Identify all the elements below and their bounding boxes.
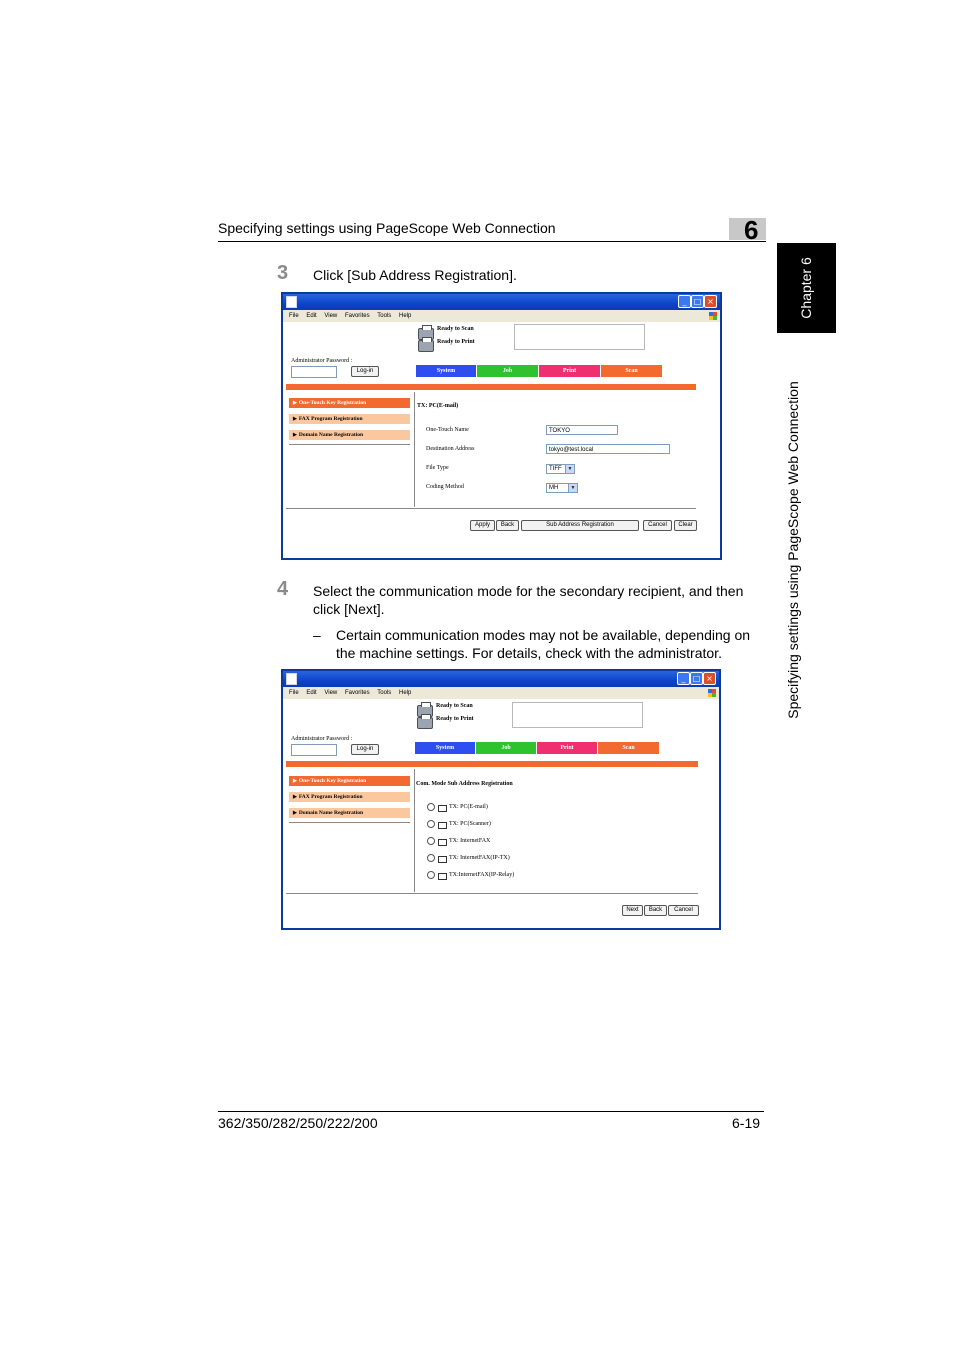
maximize-button[interactable]: □ bbox=[690, 672, 703, 685]
file-type-value: TIFF bbox=[549, 466, 562, 472]
scanner-printer-icon bbox=[417, 717, 433, 729]
tab-system[interactable]: System bbox=[416, 365, 476, 377]
status-ready-print: Ready to Print bbox=[436, 716, 474, 722]
one-touch-name-input[interactable]: TOKYO bbox=[546, 425, 618, 435]
status-ready-print: Ready to Print bbox=[437, 339, 475, 345]
form-title: Com. Mode Sub Address Registration bbox=[416, 781, 513, 787]
sidebar-item-one-touch[interactable]: ▶ One-Touch Key Registration bbox=[289, 776, 410, 787]
mode-label: TX: PC(E-mail) bbox=[449, 804, 488, 810]
sidebar-item-label: Domain Name Registration bbox=[298, 432, 364, 438]
header-rule bbox=[218, 241, 766, 242]
monitor-icon bbox=[438, 822, 447, 829]
mode-label: TX: InternetFAX(IP-TX) bbox=[449, 855, 510, 861]
footer-page-number: 6-19 bbox=[732, 1115, 761, 1131]
radio-tx-pc-email[interactable] bbox=[427, 803, 435, 811]
menu-view[interactable]: View bbox=[324, 690, 338, 696]
destination-address-input[interactable]: tokyo@test.local bbox=[546, 444, 670, 454]
bullet-text: Certain communication modes may not be available, depending on the machine settings. For details, check with the administrator. bbox=[336, 627, 751, 661]
menu-view[interactable]: View bbox=[324, 313, 338, 319]
windows-logo-icon bbox=[709, 312, 717, 320]
page-header-title: Specifying settings using PageScope Web Connection bbox=[218, 220, 556, 236]
footer-divider bbox=[286, 508, 696, 509]
tab-job[interactable]: Job bbox=[477, 365, 538, 377]
minimize-button[interactable]: _ bbox=[678, 295, 691, 308]
message-box bbox=[512, 702, 643, 728]
menu-edit[interactable]: Edit bbox=[306, 690, 317, 696]
browser-app-icon bbox=[286, 673, 297, 685]
next-button[interactable]: Next bbox=[622, 905, 643, 916]
sidebar-item-domain-name[interactable]: ▶ Domain Name Registration bbox=[289, 808, 410, 819]
sidebar-item-fax-program[interactable]: ▶ FAX Program Registration bbox=[289, 414, 410, 425]
field-label-one-touch-name: One-Touch Name bbox=[426, 427, 469, 433]
login-button[interactable]: Log-in bbox=[351, 366, 379, 377]
tab-scan[interactable]: Scan bbox=[601, 365, 662, 377]
admin-password-field[interactable] bbox=[291, 366, 337, 378]
back-button[interactable]: Back bbox=[496, 520, 519, 531]
mode-label: TX: InternetFAX bbox=[449, 838, 491, 844]
sidebar-item-label: FAX Program Registration bbox=[298, 416, 363, 422]
chapter-number: 6 bbox=[744, 215, 759, 245]
coding-method-value: MH bbox=[549, 485, 559, 491]
sub-address-registration-button[interactable]: Sub Address Registration bbox=[521, 520, 639, 531]
status-ready-scan: Ready to Scan bbox=[437, 326, 474, 332]
window-title-bar bbox=[283, 671, 719, 687]
browser-window-sub-address bbox=[281, 292, 722, 560]
step-number: 3 bbox=[277, 262, 289, 284]
menu-file[interactable]: File bbox=[289, 313, 299, 319]
field-label-destination-address: Destination Address bbox=[426, 446, 475, 452]
field-label-coding-method: Coding Method bbox=[426, 484, 464, 490]
mode-label: TX: PC(Scanner) bbox=[449, 821, 491, 827]
header-divider-bar bbox=[286, 384, 696, 390]
admin-password-label: Administrator Password : bbox=[291, 736, 353, 742]
menu-help[interactable]: Help bbox=[398, 313, 412, 319]
cancel-button[interactable]: Cancel bbox=[668, 905, 699, 916]
tab-system[interactable]: System bbox=[415, 742, 475, 754]
step-number: 4 bbox=[277, 578, 289, 600]
radio-tx-pc-scanner[interactable] bbox=[427, 820, 435, 828]
tab-job[interactable]: Job bbox=[476, 742, 536, 754]
status-ready-scan: Ready to Scan bbox=[436, 703, 473, 709]
monitor-icon bbox=[438, 873, 447, 880]
menu-edit[interactable]: Edit bbox=[306, 313, 317, 319]
admin-password-label: Administrator Password : bbox=[291, 358, 353, 364]
message-box bbox=[514, 324, 645, 350]
maximize-button[interactable]: □ bbox=[691, 295, 704, 308]
step-text: Select the communication mode for the secondary recipient, and then click [Next]. bbox=[313, 583, 744, 617]
sidebar-item-domain-name[interactable]: ▶ Domain Name Registration bbox=[289, 430, 410, 441]
menu-bar bbox=[283, 687, 719, 699]
side-running-title: Specifying settings using PageScope Web Connection bbox=[785, 381, 801, 719]
menu-help[interactable]: Help bbox=[398, 690, 412, 696]
close-button[interactable]: × bbox=[704, 295, 717, 308]
header-divider-bar bbox=[286, 761, 698, 767]
coding-method-select[interactable] bbox=[546, 483, 578, 493]
file-type-select[interactable] bbox=[546, 464, 575, 474]
sidebar-divider bbox=[289, 444, 410, 445]
radio-tx-internetfax-ip-tx[interactable] bbox=[427, 854, 435, 862]
chevron-down-icon: ▼ bbox=[565, 465, 574, 473]
sidebar-divider bbox=[289, 822, 410, 823]
page-content bbox=[283, 699, 719, 928]
sidebar-item-label: One-Touch Key Registration bbox=[298, 778, 367, 784]
sidebar-item-label: FAX Program Registration bbox=[298, 794, 363, 800]
scanner-printer-icon bbox=[418, 340, 434, 352]
radio-tx-internetfax-ip-relay[interactable] bbox=[427, 871, 435, 879]
window-title-bar bbox=[283, 294, 720, 310]
sidebar-item-one-touch[interactable]: ▶ One-Touch Key Registration bbox=[289, 398, 410, 409]
envelope-icon bbox=[438, 805, 447, 812]
minimize-button[interactable]: _ bbox=[677, 672, 690, 685]
form-title: TX: PC(E-mail) bbox=[417, 403, 459, 409]
footer-rule bbox=[218, 1111, 764, 1112]
browser-window-com-mode bbox=[281, 669, 721, 930]
field-label-file-type: File Type bbox=[426, 465, 449, 471]
menu-tools[interactable]: Tools bbox=[377, 313, 392, 319]
menu-tools[interactable]: Tools bbox=[377, 690, 392, 696]
footer-divider bbox=[286, 893, 698, 894]
chapter-side-tab-label: Chapter 6 bbox=[798, 257, 814, 319]
cancel-button[interactable]: Cancel bbox=[643, 520, 672, 531]
page-content bbox=[283, 322, 720, 558]
sidebar-item-label: Domain Name Registration bbox=[298, 810, 364, 816]
sidebar-item-label: One-Touch Key Registration bbox=[298, 400, 367, 406]
clear-button[interactable]: Clear bbox=[674, 520, 697, 531]
tab-print[interactable]: Print bbox=[537, 742, 597, 754]
monitor-icon bbox=[438, 856, 447, 863]
bullet-dash: – bbox=[313, 627, 321, 643]
back-button[interactable]: Back bbox=[644, 905, 667, 916]
windows-logo-icon bbox=[708, 689, 716, 697]
apply-button[interactable]: Apply bbox=[470, 520, 495, 531]
menu-favorites[interactable]: Favorites bbox=[344, 690, 370, 696]
menu-bar bbox=[283, 310, 720, 322]
browser-app-icon bbox=[286, 296, 297, 308]
sidebar-item-fax-program[interactable]: ▶ FAX Program Registration bbox=[289, 792, 410, 803]
menu-favorites[interactable]: Favorites bbox=[344, 313, 370, 319]
chevron-down-icon: ▼ bbox=[568, 484, 577, 492]
footer-models: 362/350/282/250/222/200 bbox=[218, 1115, 378, 1131]
close-button[interactable]: × bbox=[703, 672, 716, 685]
tab-print[interactable]: Print bbox=[539, 365, 600, 377]
content-divider bbox=[414, 392, 415, 507]
menu-file[interactable]: File bbox=[289, 690, 299, 696]
content-divider bbox=[414, 769, 415, 892]
admin-password-field[interactable] bbox=[291, 744, 337, 756]
tab-scan[interactable]: Scan bbox=[598, 742, 659, 754]
envelope-icon bbox=[438, 839, 447, 846]
radio-tx-internetfax[interactable] bbox=[427, 837, 435, 845]
login-button[interactable]: Log-in bbox=[351, 744, 379, 755]
step-text: Click [Sub Address Registration]. bbox=[313, 267, 517, 283]
mode-label: TX:InternetFAX(IP-Relay) bbox=[449, 872, 515, 878]
